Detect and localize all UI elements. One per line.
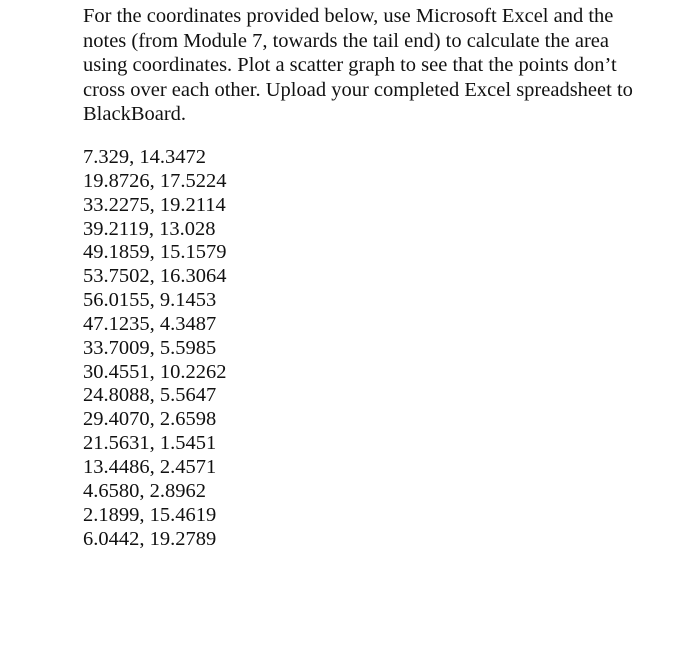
coordinate-item: 33.7009, 5.5985 <box>83 336 217 359</box>
coordinate-item: 24.8088, 5.5647 <box>83 384 217 407</box>
coordinate-item: 13.4486, 2.4571 <box>83 455 217 478</box>
coordinate-list <box>83 146 227 551</box>
coordinate-item: 19.8726, 17.5224 <box>83 169 227 192</box>
instructions-paragraph: For the coordinates provided below, use Microsoft Excel and the notes (from Module 7, towards the tail end) to calculate the area using coordinates. Plot a scatter graph to see that the points don’t cross over each other. Upload your completed Excel spreadsheet to BlackBoard. <box>83 5 633 125</box>
coordinate-item: 6.0442, 19.2789 <box>83 527 217 550</box>
coordinate-item: 21.5631, 1.5451 <box>83 432 217 455</box>
coordinate-item: 2.1899, 15.4619 <box>83 503 217 526</box>
coordinate-item: 53.7502, 16.3064 <box>83 265 227 288</box>
coordinate-item: 39.2119, 13.028 <box>83 217 216 240</box>
coordinate-item: 4.6580, 2.8962 <box>83 479 206 502</box>
coordinate-item: 30.4551, 10.2262 <box>83 360 227 383</box>
coordinate-item: 33.2275, 19.2114 <box>83 193 226 216</box>
coordinate-item: 29.4070, 2.6598 <box>83 408 217 431</box>
coordinate-item: 56.0155, 9.1453 <box>83 289 217 312</box>
coordinate-item: 7.329, 14.3472 <box>83 146 206 168</box>
coordinate-item: 49.1859, 15.1579 <box>83 241 227 264</box>
coordinate-item: 47.1235, 4.3487 <box>83 312 217 335</box>
